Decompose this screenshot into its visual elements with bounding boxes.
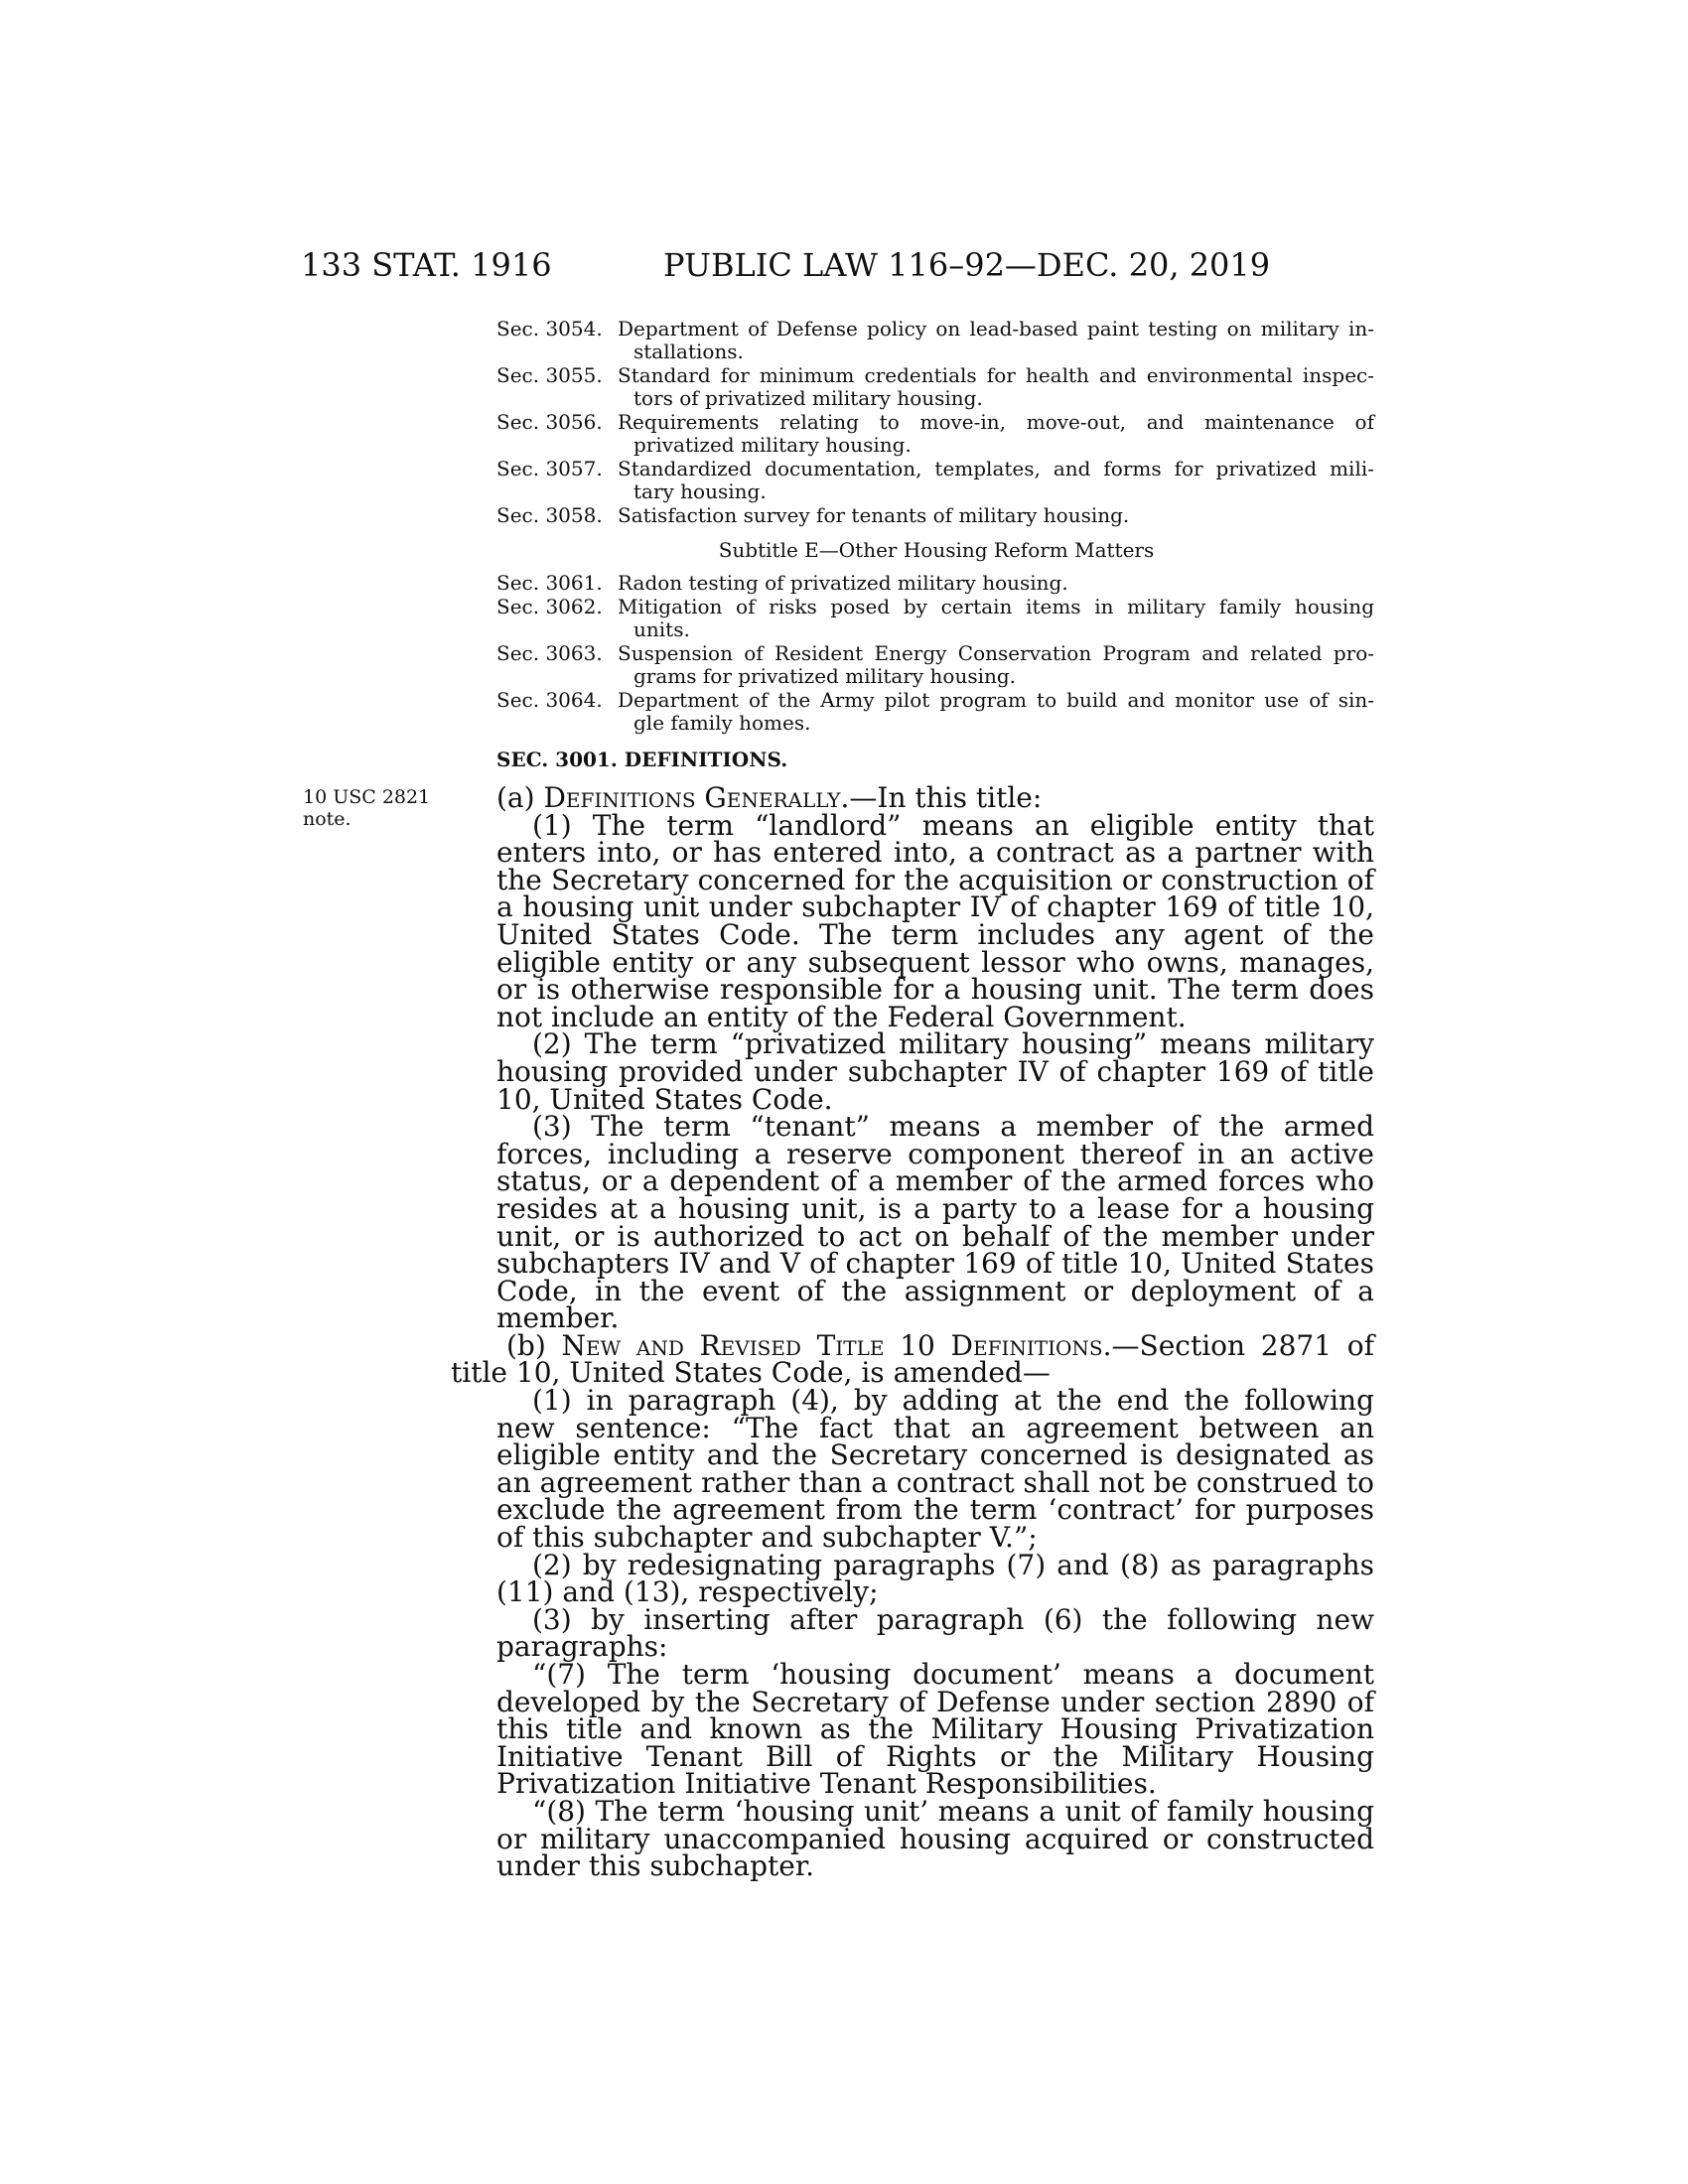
toc-section-number: Sec. 3061. bbox=[496, 571, 603, 595]
paragraph-a1: (1) The term “landlord” means an eligible entity that enters into, or has entered into, a contract as a partner with the Secretary concerned for the acquisition or construction of a housing unit under subchapter IV of chapter 169 of title 10, United States Code. The term includes any agent of the eligible entity or any subsequent lessor who owns, manages, or is otherwise responsible for a housing unit. The term does not include an entity of the Federal Government. bbox=[496, 808, 1374, 1033]
toc-section-title: Requirements relating to move-in, move-out, and maintenance of bbox=[618, 410, 1374, 434]
toc-section-number: Sec. 3054. bbox=[496, 317, 603, 341]
toc-section-number: Sec. 3063. bbox=[496, 641, 603, 665]
toc-item bbox=[496, 504, 1374, 527]
paragraph-b1: (1) in paragraph (4), by adding at the end the following new sentence: “The fact that an agreement between an eligible entity and the Secretary concerned is designated as an agreement rather than a contract shall not be construed to exclude the agreement from the term ‘contract’ for purposes of this subchapter and subchapter V.”; bbox=[496, 1384, 1374, 1555]
toc-section-number: Sec. 3062. bbox=[496, 595, 603, 618]
subsection-b-label: (b) bbox=[506, 1328, 546, 1362]
section-heading: SEC. 3001. DEFINITIONS. bbox=[496, 748, 788, 771]
paragraph-b3: (3) by inserting after paragraph (6) the following new paragraphs: bbox=[496, 1602, 1374, 1664]
toc-section-title-cont: tary housing. bbox=[633, 479, 767, 503]
subsection-b-intro bbox=[451, 1328, 1374, 1390]
toc-section-number: Sec. 3057. bbox=[496, 457, 603, 480]
toc-section-title: Radon testing of privatized military housing. bbox=[618, 571, 1068, 595]
toc-section-title-cont: privatized military housing. bbox=[633, 433, 912, 457]
paragraph-b2: (2) by redesignating paragraphs (7) and (8) as paragraphs (11) and (13), respectively; bbox=[496, 1548, 1374, 1609]
toc-section-title: Standard for minimum credentials for health and environmental inspec- bbox=[618, 363, 1374, 387]
paragraph-a2: (2) The term “privatized military housing” means military housing provided under subchapter IV of chapter 169 of title 10, United States Code. bbox=[496, 1027, 1374, 1116]
toc-section-title-cont: stallations. bbox=[633, 340, 744, 363]
subsection-a-label: (a) bbox=[496, 781, 535, 814]
toc-section-title-cont: tors of privatized military housing. bbox=[633, 386, 983, 410]
toc-section-title: Suspension of Resident Energy Conservation Program and related pro- bbox=[618, 641, 1374, 665]
toc-subtitle-heading: Subtitle E—Other Housing Reform Matters bbox=[718, 538, 1155, 562]
section-body bbox=[451, 781, 1374, 1883]
quoted-paragraph-7: “(7) The term ‘housing document’ means a document developed by the Secretary of Defense under section 2890 of this title and known as the Military Housing Privatization Initiative Tenant Bill of Rights or the Military Housing Privatization Initiative Tenant Responsibilities. bbox=[496, 1658, 1374, 1801]
toc-item bbox=[496, 364, 1374, 410]
toc-section-title-cont: gle family homes. bbox=[633, 711, 811, 735]
toc-section-title: Satisfaction survey for tenants of military housing. bbox=[618, 503, 1130, 527]
statute-page-number: 133 STAT. 1916 bbox=[301, 246, 552, 284]
toc-section-title: Mitigation of risks posed by certain items in military family housing bbox=[618, 595, 1374, 618]
toc-section-number: Sec. 3058. bbox=[496, 503, 603, 527]
subsection-b-caption: New and Revised Title 10 Definitions bbox=[561, 1328, 1103, 1362]
toc-item bbox=[496, 411, 1374, 457]
toc-section-number: Sec. 3064. bbox=[496, 688, 603, 712]
subsection-b-intro-text: .—Section 2871 of title 10, United States Code, is amended— bbox=[451, 1328, 1374, 1390]
paragraph-a3: (3) The term “tenant” means a member of the armed forces, including a reserve component thereof in an active status, or a dependent of a member of the armed forces who resides at a housing unit, is a party to a lease for a housing unit, or is authorized to act on behalf of the member under subchapters IV and V of chapter 169 of title 10, United States Code, in the event of the assignment or deployment of a member. bbox=[496, 1110, 1374, 1335]
toc-section-number: Sec. 3055. bbox=[496, 363, 603, 387]
toc-item bbox=[496, 572, 1374, 595]
quoted-paragraph-8: “(8) The term ‘housing unit’ means a unit of family housing or military unaccompanied housing acquired or constructed under this subchapter. bbox=[496, 1794, 1374, 1883]
subsection-a-intro-text: .—In this title: bbox=[840, 781, 1043, 814]
subsection-a-caption: Definitions Generally bbox=[543, 781, 841, 814]
toc-section-title: Standardized documentation, templates, and forms for privatized mili- bbox=[618, 457, 1374, 480]
subsection-a-intro bbox=[496, 781, 1374, 814]
margin-citation-note: note. bbox=[303, 808, 352, 830]
toc-section-title: Department of the Army pilot program to build and monitor use of sin- bbox=[618, 688, 1374, 712]
toc-section-number: Sec. 3056. bbox=[496, 410, 603, 434]
running-header: PUBLIC LAW 116–92—DEC. 20, 2019 bbox=[663, 246, 1271, 284]
toc-section-title-cont: units. bbox=[633, 617, 690, 641]
toc-section-title: Department of Defense policy on lead-based paint testing on military in- bbox=[618, 317, 1374, 341]
toc-item bbox=[496, 318, 1374, 363]
table-of-contents bbox=[496, 318, 1374, 736]
toc-section-title-cont: grams for privatized military housing. bbox=[633, 664, 1017, 688]
toc-item bbox=[496, 689, 1374, 735]
margin-citation-code: 10 USC 2821 bbox=[303, 786, 431, 808]
toc-item bbox=[496, 458, 1374, 503]
margin-citation bbox=[303, 786, 430, 830]
toc-item bbox=[496, 596, 1374, 641]
toc-item bbox=[496, 642, 1374, 688]
